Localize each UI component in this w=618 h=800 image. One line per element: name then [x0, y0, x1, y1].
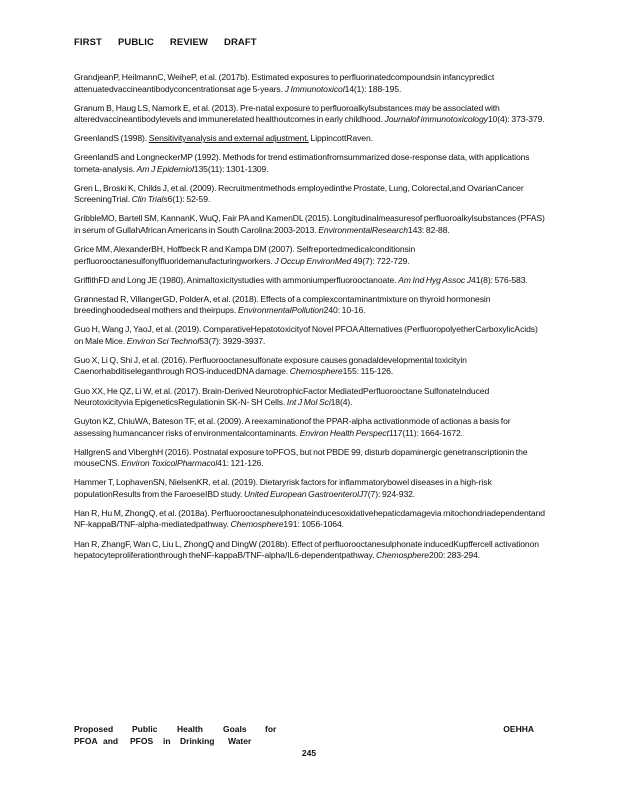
reference-post: 53(7): 3929-3937. — [199, 335, 266, 346]
reference-entry — [74, 152, 548, 175]
footer-word: Water — [228, 735, 252, 746]
reference-pre: Gren L, Broski K, Childs J, et al. (2009). Recruitmentmethods employedinthe Prostate, Lung, Colorectal,and OvarianCancer ScreeningTrial. — [74, 182, 524, 205]
reference-post: 200: 283-294. — [428, 550, 481, 560]
reference-post: 49(7): 722-729. — [351, 255, 410, 266]
reference-journal: Chemosphere — [289, 366, 343, 377]
reference-journal: EnvironmentalPollution — [237, 305, 324, 316]
reference-pre: HallgrenS and ViberghH (2016). Postnatal exposure toPFOS, but not PBDE 99, disturb dopaminergic genetranscriptionin the mouseCNS. — [74, 446, 528, 469]
reference-entry — [74, 324, 548, 347]
footer-line-2 — [74, 736, 534, 748]
reference-entry — [74, 183, 548, 206]
footer-word: Public — [132, 724, 158, 734]
reference-post: 135(11): 1301-1309. — [193, 163, 269, 174]
reference-post: 10(4): 373-379. — [487, 114, 545, 125]
header-word: DRAFT — [224, 37, 257, 48]
reference-post: LippincottRaven. — [308, 133, 373, 144]
reference-entry — [74, 416, 548, 439]
reference-pre: GreenlandS and LongneckerMP (1992). Methods for trend estimationfromsummarized dose-response data, with applications tometa-analysis. — [74, 152, 530, 174]
reference-journal: Environ Sci Technol — [126, 335, 200, 346]
reference-entry — [74, 133, 548, 145]
reference-journal: J Occup EnvironMed — [274, 255, 352, 266]
reference-post: 14(1): 188-195. — [344, 83, 402, 94]
reference-underline: Sensitivityanalysis and external adjustment. — [148, 133, 309, 144]
page-number: 245 — [301, 748, 317, 758]
reference-journal: Chemosphere — [230, 519, 284, 530]
footer-word: for — [265, 724, 277, 734]
reference-pre: Granum B, Haug LS, Namork E, et al. (2013). Pre-natal exposure to perfluoroalkylsubstances may be associated with alteredvaccineantibodylevels and immunerelated healthoutcomes in early childhood. — [74, 102, 500, 125]
footer-word: Proposed — [74, 724, 114, 734]
reference-journal: Chemosphere — [376, 550, 429, 560]
reference-entry — [74, 72, 548, 95]
footer-line-1 — [74, 724, 534, 736]
draft-header — [74, 37, 257, 48]
reference-journal: United European GastroenterolJ — [244, 488, 364, 499]
footer-word: Goals — [223, 724, 247, 734]
reference-journal: Am Ind Hyg Assoc J — [398, 274, 472, 285]
reference-entry — [74, 244, 548, 267]
reference-journal: Int J Mol Sci — [286, 397, 331, 408]
reference-pre: Grice MM, AlexanderBH, Hoffbeck R and Kampa DM (2007). Selfreportedmedicalconditionsin perfluorooctanesulfonylfluoridemanufacturingworkers. — [74, 244, 416, 266]
reference-entry — [74, 294, 548, 317]
reference-pre: GreenlandS (1998). — [74, 133, 149, 144]
reference-pre: Grønnestad R, VillangerGD, PolderA, et al. (2018). Effects of a complexcontaminantmixture on thyroid hormonesin breedinghoodedseal mothers and theirpups. — [74, 293, 491, 316]
reference-post: 191: 1056-1064. — [283, 519, 344, 530]
reference-pre: Han R, Hu M, ZhongQ, et al. (2018a). Perfluorooctanesulphonateinducesoxidativehepaticdamagevia mitochondriadependentand NF-kappaB/TNF-alpha-mediatedpathway. — [74, 507, 545, 530]
reference-pre: Hammer T, LophavenSN, NielsenKR, et al. (2019). Dietaryrisk factors for inflammatorybowel diseases in a high-risk populationResults from the FaroeseIBD study. — [74, 477, 492, 499]
reference-pre: Guo XX, He QZ, Li W, et al. (2017). Brain-Derived NeurotrophicFactor MediatedPerfluorooctane SulfonateInduced Neurotoxicityvia EpigeneticsRegulationin SK-N- SH Cells. — [74, 385, 490, 408]
reference-journal: Am J Epidemiol — [136, 163, 194, 174]
reference-post: 41(8): 576-583. — [471, 274, 528, 285]
reference-entry — [74, 213, 548, 236]
reference-journal: Journalof immunotoxicology — [384, 114, 488, 125]
footer-word: Drinking — [180, 735, 215, 746]
reference-post: 18(4). — [330, 397, 353, 408]
reference-journal: J Immunotoxicol — [284, 83, 345, 94]
reference-journal: EnvironmentalResearch — [318, 224, 408, 235]
reference-post: 41: 121-126. — [217, 458, 264, 469]
reference-post: 117(11): 1664-1672. — [388, 427, 464, 438]
reference-post: 240: 10-16. — [323, 305, 366, 316]
reference-entry — [74, 508, 548, 531]
page-footer — [74, 724, 534, 747]
reference-entry — [74, 539, 548, 562]
reference-pre: GriffithFD and Long JE (1980). Animaltoxicitystudies with ammoniumperfluorooctanoate. — [74, 274, 399, 285]
reference-entry — [74, 275, 548, 287]
reference-journal: Clin Trials — [131, 194, 168, 205]
agency-label: OEHHA — [503, 724, 534, 734]
reference-journal: Environ Health Perspect — [299, 427, 389, 438]
header-word: FIRST — [74, 37, 102, 48]
footer-word: Health — [177, 724, 203, 734]
footer-word: PFOS — [130, 735, 154, 746]
footer-word: PFOA — [74, 735, 98, 746]
reference-entry — [74, 386, 548, 409]
reference-journal: Environ ToxicolPharmacol — [121, 458, 218, 469]
reference-pre: GribbleMO, Bartell SM, KannanK, WuQ, Fair PA and KamenDL (2015). Longitudinalmeasuresof perfluoroalkylsubstances (PFAS) in serum of GullahAfrican Americans in South Carolina:2003-2013. — [74, 213, 545, 235]
reference-pre: Han R, ZhangF, Wan C, Liu L, ZhongQ and DingW (2018b). Effect of perfluorooctanesulphonate inducedKupffercell activationon hepatocyteproliferationthrough theNF-kappaB/TNF-alpha/IL6-dependentpathway. — [74, 538, 539, 560]
header-word: PUBLIC — [117, 37, 154, 48]
reference-post: 155: 115-126. — [342, 366, 394, 377]
reference-entry — [74, 477, 548, 500]
reference-pre: Guyton KZ, ChiuWA, Bateson TF, et al. (2009). A reexaminationof the PPAR-alpha activationmode of actionas a basis for assessing humancancer risks of environmentalcontaminants. — [74, 416, 511, 438]
reference-post: 7(7): 924-932. — [363, 488, 416, 499]
reference-entry — [74, 447, 548, 470]
reference-list — [74, 72, 548, 569]
reference-entry — [74, 355, 548, 378]
reference-pre: Guo H, Wang J, YaoJ, et al. (2019). ComparativeHepatotoxicityof Novel PFOA Alternatives (PerfluoropolyetherCarboxylicAcids) on Male Mice. — [74, 324, 538, 346]
reference-pre: GrandjeanP, HeilmannC, WeiheP, et al. (2017b). Estimated exposures to perfluorinatedcompoundsin infancypredict attenuatedvaccineantibodyconcentrationsat age 5-years. — [74, 72, 495, 94]
reference-pre: Guo X, Li Q, Shi J, et al. (2016). Perfluorooctanesulfonate exposure causes gonadaldevelopmental toxicityin Caenorhabditiseleganthrough ROS-inducedDNA damage. — [74, 354, 467, 377]
header-word: REVIEW — [169, 37, 208, 48]
footer-word: in — [163, 735, 171, 746]
footer-word: and — [103, 735, 119, 746]
reference-entry — [74, 103, 548, 126]
reference-post: 143: 82-88. — [407, 224, 450, 235]
reference-post: 6(1): 52-59. — [167, 194, 211, 205]
